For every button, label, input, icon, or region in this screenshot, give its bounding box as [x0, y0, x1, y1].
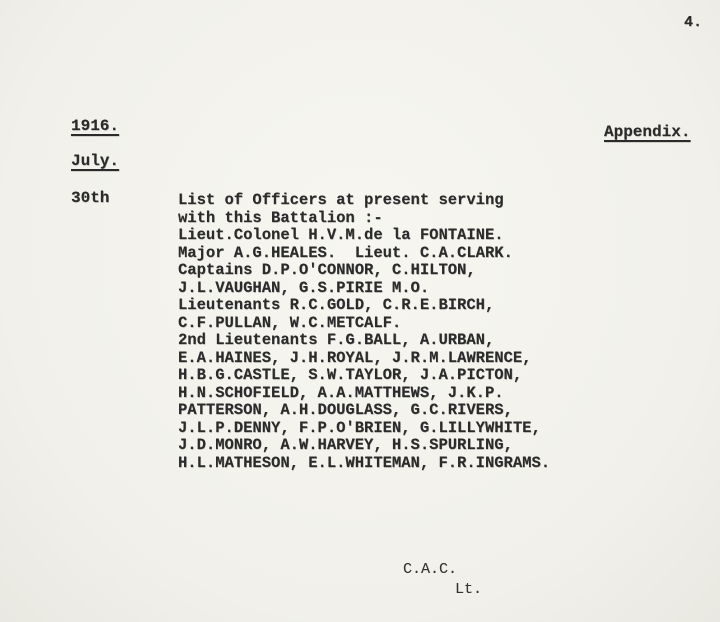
entry-line: J.D.MONRO, A.W.HARVEY, H.S.SPURLING, — [178, 436, 513, 454]
entry-line: with this Battalion :- — [178, 208, 383, 227]
entry-line: 2nd Lieutenants F.G.BALL, A.URBAN, — [178, 331, 495, 349]
entry-line: PATTERSON, A.H.DOUGLASS, G.C.RIVERS, — [178, 401, 513, 419]
entry-line: Lieut.Colonel H.V.M.de la FONTAINE. — [178, 226, 504, 244]
entry-line: J.L.P.DENNY, F.P.O'BRIEN, G.LILLYWHITE, — [178, 418, 541, 437]
signature-initials: C.A.C. — [403, 561, 458, 578]
year-heading: 1916. — [71, 117, 120, 135]
appendix-heading: Appendix. — [604, 123, 691, 141]
entry-line: E.A.HAINES, J.H.ROYAL, J.R.M.LAWRENCE, — [178, 348, 532, 367]
entry-line: C.F.PULLAN, W.C.METCALF. — [178, 313, 402, 332]
month-heading: July. — [71, 152, 120, 170]
entry-line: H.N.SCHOFIELD, A.A.MATTHEWS, J.K.P. — [178, 383, 504, 402]
signature-rank: Lt. — [455, 581, 483, 598]
entry-line: H.B.G.CASTLE, S.W.TAYLOR, J.A.PICTON, — [178, 366, 523, 384]
officer-list — [178, 192, 550, 472]
entry-line: J.L.VAUGHAN, G.S.PIRIE M.O. — [178, 278, 430, 297]
page-number: 4. — [684, 14, 703, 31]
entry-line: Lieutenants R.C.GOLD, C.R.E.BIRCH, — [178, 296, 495, 314]
entry-line: H.L.MATHESON, E.L.WHITEMAN, F.R.INGRAMS. — [178, 453, 551, 472]
entry-line: List of Officers at present serving — [178, 191, 504, 209]
entry-day: 30th — [71, 189, 110, 207]
entry-line: Captains D.P.O'CONNOR, C.HILTON, — [178, 261, 476, 279]
entry-line: Major A.G.HEALES. Lieut. C.A.CLARK. — [178, 243, 513, 262]
